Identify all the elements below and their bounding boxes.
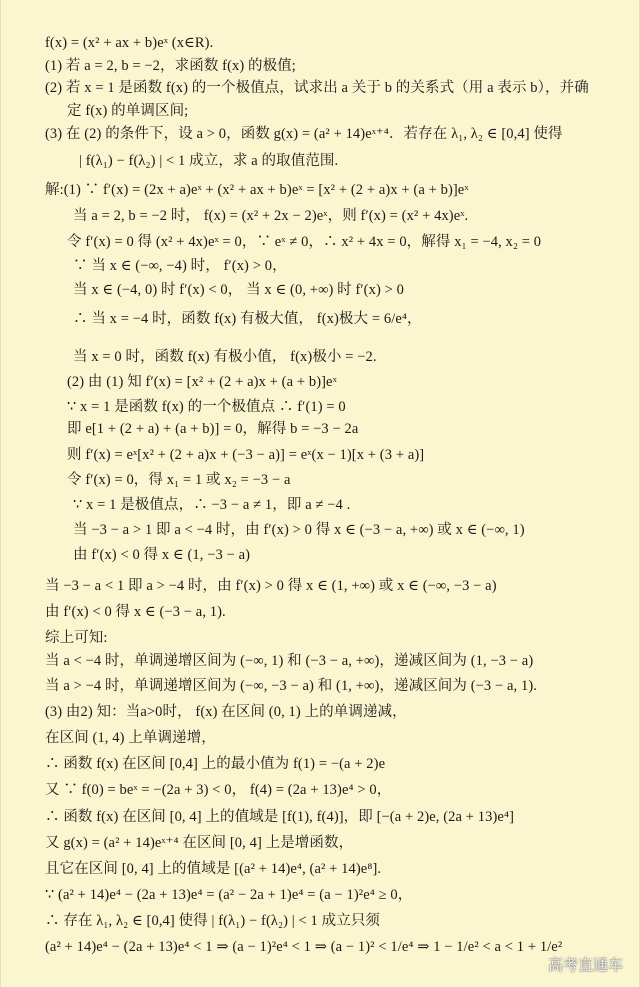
solution-line: 在区间 (1, 4) 上单调递增，: [45, 730, 216, 746]
question-3: (3) 在 (2) 的条件下，设 a > 0，函数 g(x) = (a² + 14)eˣ⁺⁴．若存在 λ₁, λ₂ ∈ [0,4] 使得: [45, 126, 563, 142]
solution-line: 当 −3 − a < 1 即 a > −4 时，由 f′(x) > 0 得 x ∈ (1, +∞) 或 x ∈ (−∞, −3 − a): [45, 578, 497, 594]
solution-line: 由 f′(x) < 0 得 x ∈ (−3 − a, 1).: [45, 604, 226, 620]
watermark-text: 高考直通车: [547, 956, 623, 974]
question-2: (2) 若 x = 1 是函数 f(x) 的一个极值点，试求出 a 关于 b 的关系式（用 a 表示 b），并确: [45, 80, 589, 96]
solution-line: 由 f′(x) < 0 得 x ∈ (1, −3 − a): [73, 547, 251, 563]
solution-line: (2) 由 (1) 知 f′(x) = [x² + (2 + a)x + (a + b)]eˣ: [67, 374, 337, 390]
solution-line: ∵ x = 1 是极值点，∴ −3 − a ≠ 1，即 a ≠ −4 .: [73, 497, 351, 513]
solution-line: ∵ 当 x ∈ (−∞, −4) 时， f′(x) > 0，: [73, 258, 287, 274]
solution-line: 当 a = 2, b = −2 时， f(x) = (x² + 2x − 2)eˣ，则 f′(x) = (x² + 4x)eˣ.: [73, 208, 469, 224]
solution-line: (3) 由2) 知：当a>0时， f(x) 在区间 (0, 1) 上的单调递减，: [45, 704, 407, 720]
solution-line: 令 f′(x) = 0，得 x₁ = 1 或 x₂ = −3 − a: [67, 472, 291, 488]
solution-line: 又 g(x) = (a² + 14)eˣ⁺⁴ 在区间 [0, 4] 上是增函数，: [45, 835, 354, 851]
solution-line: 当 x = 0 时，函数 f(x) 有极小值， f(x)极小 = −2.: [73, 349, 377, 365]
solution-line: ∵ (a² + 14)e⁴ − (2a + 13)e⁴ = (a² − 2a + 1)e⁴ = (a − 1)²e⁴ ≥ 0，: [45, 887, 413, 903]
solution-line: (a² + 14)e⁴ − (2a + 13)e⁴ < 1 ⇒ (a − 1)²e⁴ < 1 ⇒ (a − 1)² < 1/e⁴ ⇒ 1 − 1/e² < a < 1 + 1/e²: [45, 939, 563, 955]
solution-line: 当 −3 − a > 1 即 a < −4 时，由 f′(x) > 0 得 x ∈ (−3 − a, +∞) 或 x ∈ (−∞, 1): [73, 522, 525, 538]
solution-line: ∴ 函数 f(x) 在区间 [0, 4] 上的值域是 [f(1), f(4)]，即 [−(a + 2)e, (2a + 13)e⁴]: [45, 809, 515, 825]
problem-function: f(x) = (x² + ax + b)eˣ (x∈R).: [45, 35, 214, 51]
solution-line: 令 f′(x) = 0 得 (x² + 4x)eˣ = 0，∵ eˣ ≠ 0，∴ x² + 4x = 0，解得 x₁ = −4, x₂ = 0: [67, 234, 542, 250]
solution-line: ∴ 函数 f(x) 在区间 [0,4] 上的最小值为 f(1) = −(a + 2)e: [45, 756, 386, 772]
solution-line: 又 ∵ f(0) = beˣ = −(2a + 3) < 0， f(4) = (2a + 13)e⁴ > 0，: [45, 782, 392, 798]
solution-line: ∵ x = 1 是函数 f(x) 的一个极值点 ∴ f′(1) = 0: [67, 399, 346, 415]
solution-line: 当 x ∈ (−4, 0) 时 f′(x) < 0， 当 x ∈ (0, +∞) 时 f′(x) > 0: [73, 282, 404, 298]
solution-line: 当 a > −4 时，单调递增区间为 (−∞, −3 − a) 和 (1, +∞)，递减区间为 (−3 − a, 1).: [45, 678, 537, 694]
solution-line: ∴ 存在 λ₁, λ₂ ∈ [0,4] 使得 | f(λ₁) − f(λ₂) | < 1 成立只须: [45, 913, 381, 929]
question-1: (1) 若 a = 2, b = −2，求函数 f(x) 的极值;: [45, 58, 296, 74]
solution-line: 当 a < −4 时，单调递增区间为 (−∞, 1) 和 (−3 − a, +∞)，递减区间为 (1, −3 − a): [45, 653, 534, 669]
solution-line: 则 f′(x) = eˣ[x² + (2 + a)x + (−3 − a)] = eˣ(x − 1)[x + (3 + a)]: [67, 447, 425, 463]
question-2-cont: 定 f(x) 的单调区间;: [67, 103, 189, 119]
solution-line: 解:(1) ∵ f′(x) = (2x + a)eˣ + (x² + ax + b)eˣ = [x² + (2 + a)x + (a + b)]eˣ: [45, 182, 469, 198]
solution-line: ∴ 当 x = −4 时，函数 f(x) 有极大值， f(x)极大 = 6/e⁴，: [73, 311, 422, 327]
question-3-cont: | f(λ₁) − f(λ₂) | < 1 成立，求 a 的取值范围.: [79, 153, 339, 169]
solution-line: 即 e[1 + (2 + a) + (a + b)] = 0，解得 b = −3 − 2a: [67, 421, 359, 437]
solution-line: 综上可知:: [45, 630, 108, 646]
solution-line: 且它在区间 [0, 4] 上的值域是 [(a² + 14)e⁴, (a² + 14)e⁸].: [45, 861, 382, 877]
